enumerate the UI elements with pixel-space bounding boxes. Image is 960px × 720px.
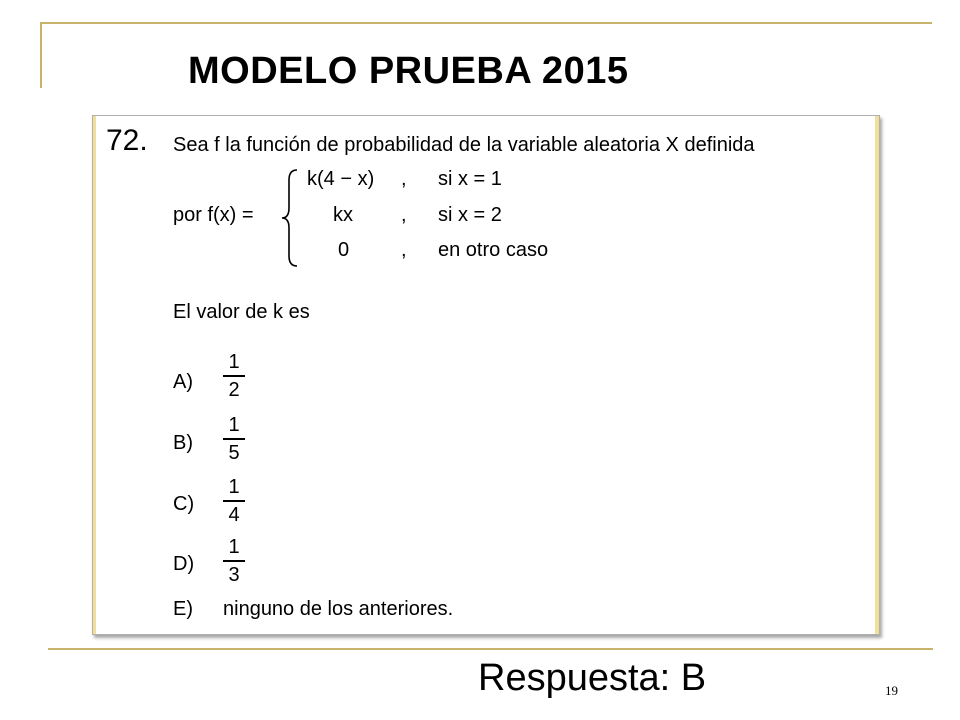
question-text: El valor de k es (173, 301, 310, 323)
top-decorative-line (40, 22, 932, 24)
option-c-numerator: 1 (228, 476, 240, 498)
option-c-denominator: 4 (228, 504, 240, 526)
page-number: 19 (885, 683, 898, 698)
option-b-fraction (223, 414, 245, 464)
option-d-denominator: 3 (228, 564, 240, 586)
option-a-fraction (223, 351, 245, 401)
answer-text: Respuesta: B (478, 657, 707, 699)
case-2-condition: si x = 2 (438, 204, 502, 226)
problem-number: 72. (106, 124, 148, 157)
case-1-condition: si x = 1 (438, 168, 502, 190)
option-d-fraction (223, 536, 245, 586)
option-e-text: ninguno de los anteriores. (223, 598, 454, 620)
fraction-bar (223, 438, 245, 440)
left-decorative-line (40, 22, 42, 88)
case-3-condition: en otro caso (438, 239, 549, 261)
option-c-letter: C) (173, 493, 195, 515)
option-d-numerator: 1 (228, 536, 240, 558)
option-b-letter: B) (173, 432, 193, 454)
option-b-numerator: 1 (228, 414, 240, 436)
fraction-bar (223, 375, 245, 377)
box-left-border-accent (93, 116, 96, 634)
option-d-letter: D) (173, 553, 195, 575)
bottom-decorative-line (48, 648, 933, 650)
function-definition-label: por f(x) = (173, 204, 254, 226)
case-2-expression: kx (333, 204, 353, 226)
case-2-separator: , (401, 204, 407, 226)
slide-title: MODELO PRUEBA 2015 (188, 50, 629, 92)
option-a-letter: A) (173, 371, 193, 393)
option-b-denominator: 5 (228, 442, 240, 464)
option-a-denominator: 2 (228, 379, 240, 401)
box-right-border-accent (875, 116, 879, 634)
problem-image-box (92, 115, 880, 635)
option-e-letter: E) (173, 598, 193, 620)
option-c-fraction (223, 476, 245, 526)
left-brace (279, 168, 301, 268)
option-a-numerator: 1 (228, 351, 240, 373)
case-3-expression: 0 (338, 239, 350, 261)
fraction-bar (223, 560, 245, 562)
case-3-separator: , (401, 239, 407, 261)
case-1-expression: k(4 − x) (307, 168, 375, 190)
case-1-separator: , (401, 168, 407, 190)
problem-intro: Sea f la función de probabilidad de la variable aleatoria X definida (173, 134, 755, 156)
fraction-bar (223, 500, 245, 502)
